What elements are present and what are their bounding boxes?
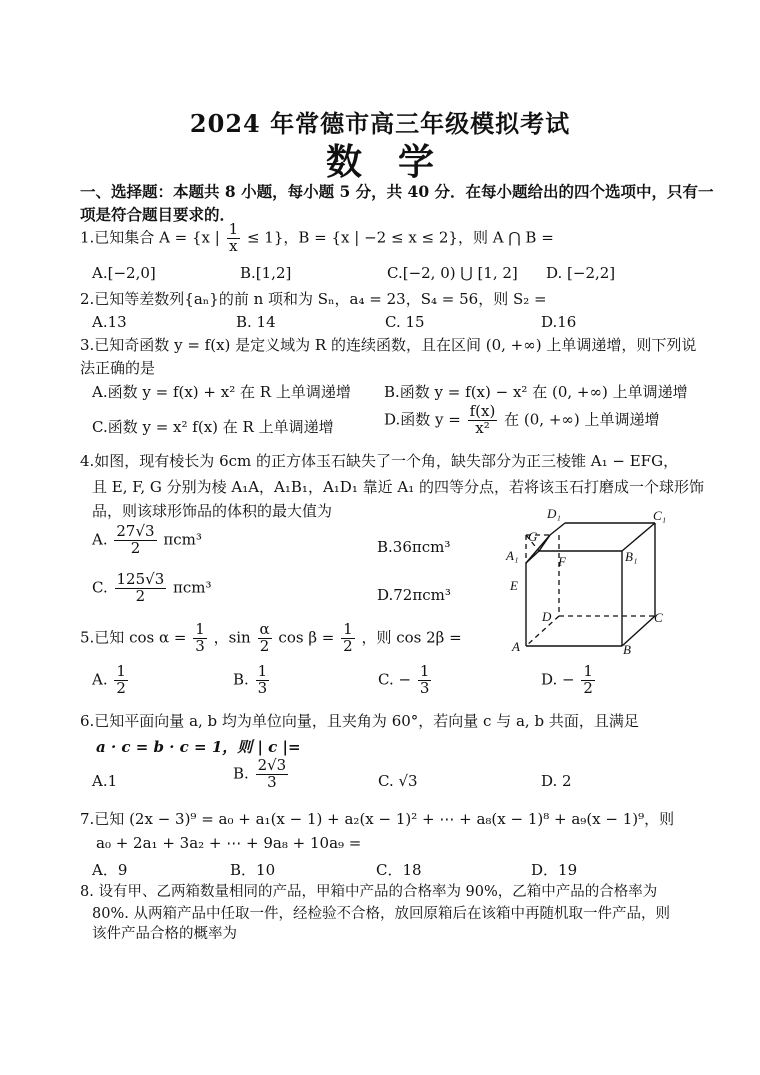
q3-option-d-fraction: [468, 404, 498, 437]
q4-option-a-fraction: [114, 524, 156, 557]
q5-fraction-3: [341, 622, 355, 655]
q5-fraction-2: [258, 622, 272, 655]
q1-fraction-numerator: 1: [228, 220, 239, 238]
q1-stem-part-b: ≤ 1}，B = {x | −2 ≤ x ≤ 2}，则 A ⋂ B =: [246, 228, 554, 247]
q1-option-d: D. [−2,2]: [546, 264, 616, 282]
q5-option-d-fraction: [581, 664, 595, 697]
q5-option-b-numerator: 1: [257, 662, 268, 680]
q4-option-c-fraction: [115, 572, 167, 605]
q5-fraction-2-numerator: α: [259, 620, 270, 638]
q4-option-c: [92, 572, 212, 605]
question-6-line-2: a · c = b · c = 1，则 | c |=: [96, 738, 301, 756]
question-7-line-2: a₀ + 2a₁ + 3a₂ + ⋯ + 9a₈ + 10a₉ =: [96, 834, 362, 852]
q6-option-b-denominator: 3: [267, 772, 277, 791]
label-b1: B₁: [625, 549, 638, 564]
q3-option-c: C.函数 y = x² f(x) 在 R 上单调递增: [92, 418, 334, 436]
q6-option-b-label: B.: [233, 764, 249, 783]
q5-stem-part-b: ，sin: [213, 628, 251, 647]
q5-option-b-fraction: [256, 664, 270, 697]
edge-b1-c1: [622, 523, 655, 551]
question-2-stem: 2.已知等差数列{aₙ}的前 n 项和为 Sₙ，a₄ = 23，S₄ = 56，则 S₂ =: [80, 290, 547, 308]
q5-fraction-1-numerator: 1: [195, 620, 205, 638]
label-f: F: [558, 554, 566, 569]
q5-option-a-label: A.: [92, 670, 108, 689]
section-heading-line-2: 项是符合题目要求的．: [80, 205, 236, 224]
q5-option-c-label: C. −: [378, 670, 412, 689]
edge-d1-g: [550, 523, 565, 535]
q5-option-c-numerator: 1: [419, 662, 430, 680]
q3-option-b: B.函数 y = f(x) − x² 在 (0, +∞) 上单调递增: [384, 383, 688, 401]
q4-option-a-unit: πcm³: [163, 530, 202, 549]
q2-option-b: B. 14: [236, 313, 276, 331]
label-d: D: [542, 609, 552, 624]
q4-option-c-unit: πcm³: [173, 578, 212, 597]
question-3-line-1: 3.已知奇函数 y = f(x) 是定义域为 R 的连续函数，且在区间 (0, +∞) 上单调递增，则下列说: [80, 336, 697, 354]
label-e: E: [510, 578, 518, 593]
q5-fraction-2-denominator: 2: [259, 636, 270, 655]
q5-option-c: [378, 664, 433, 697]
q7-option-d: D．19: [531, 861, 578, 879]
q1-option-c: C.[−2, 0) ⋃ [1, 2]: [387, 264, 518, 282]
q3-option-a: A.函数 y = f(x) + x² 在 R 上单调递增: [92, 383, 351, 401]
q3-option-d-part-b: 在 (0, +∞) 上单调递增: [504, 410, 660, 429]
q5-option-d: [541, 664, 597, 697]
q4-option-d: D.72πcm³: [377, 586, 451, 604]
label-d1: D₁: [547, 506, 561, 521]
q5-option-a: [92, 664, 130, 697]
q2-option-c: C. 15: [385, 313, 425, 331]
q5-option-b-denominator: 3: [257, 678, 268, 697]
question-3-line-2: 法正确的是: [80, 359, 156, 377]
question-4-line-3: 品，则该球形饰品的体积的最大值为: [92, 502, 333, 520]
q3-option-d-numerator: f(x): [469, 402, 496, 420]
question-4-line-2: 且 E, F, G 分别为棱 A₁A，A₁B₁，A₁D₁ 靠近 A₁ 的四等分点，若将该玉石打磨成一个球形饰: [92, 478, 704, 496]
q5-fraction-1-denominator: 3: [195, 636, 205, 655]
q5-fraction-1: [193, 622, 207, 655]
q1-fraction-denominator: x: [229, 236, 238, 255]
q5-option-b: [233, 664, 271, 697]
q5-fraction-3-denominator: 2: [343, 636, 353, 655]
q4-option-a: [92, 524, 202, 557]
q4-option-a-numerator: 27√3: [116, 522, 155, 540]
question-8-line-2: 80%. 从两箱产品中任取一件，经检验不合格，放回原箱后在该箱中再随机取一件产品，则: [92, 906, 670, 922]
q4-option-c-denominator: 2: [135, 586, 146, 605]
q4-option-c-numerator: 125√3: [116, 570, 165, 588]
q5-fraction-3-numerator: 1: [343, 620, 353, 638]
cube-figure: [500, 504, 680, 660]
question-1-stem: [80, 222, 554, 255]
q6-option-d: D. 2: [541, 772, 572, 790]
q4-option-a-label: A.: [92, 530, 108, 549]
exam-title: 2024 年常德市高三年级模拟考试: [189, 109, 571, 138]
label-c1: C₁: [653, 508, 667, 523]
question-4-line-1: 4.如图，现有棱长为 6cm 的正方体玉石缺失了一个角，缺失部分为正三棱锥 A₁ − EFG，: [80, 452, 679, 470]
q5-option-c-fraction: [418, 664, 432, 697]
subject-title: 数学: [325, 141, 470, 183]
q3-option-d-denominator: x²: [475, 418, 490, 437]
question-5-stem: [80, 622, 462, 655]
q5-option-b-label: B.: [233, 670, 249, 689]
q1-option-b: B.[1,2]: [240, 264, 292, 282]
question-8-line-3: 该件产品合格的概率为: [92, 926, 237, 942]
q3-option-d-part-a: D.函数 y =: [384, 410, 461, 429]
q6-option-c: C. √3: [378, 772, 418, 790]
q5-option-d-denominator: 2: [583, 678, 593, 697]
q6-option-b-numerator: 2√3: [257, 756, 287, 774]
q5-option-d-numerator: 1: [583, 662, 593, 680]
label-c: C: [654, 610, 663, 625]
q4-option-c-label: C.: [92, 578, 108, 597]
q2-option-d: D.16: [541, 313, 577, 331]
q6-option-b: [233, 758, 290, 791]
question-7-line-1: 7.已知 (2x − 3)⁹ = a₀ + a₁(x − 1) + a₂(x − 1)² + ⋯ + a₈(x − 1)⁸ + a₉(x − 1)⁹，则: [80, 810, 675, 828]
q6-option-a: A.1: [92, 772, 118, 790]
q1-option-a: A.[−2,0]: [92, 264, 156, 282]
section-heading-line-1: 一、选择题：本题共 8 小题，每小题 5 分，共 40 分．在每小题给出的四个选项中，只有一: [80, 182, 714, 201]
q6-option-b-fraction: [256, 758, 289, 791]
question-6-line-1: 6.已知平面向量 a, b 均为单位向量，且夹角为 60°，若向量 c 与 a, b 共面，且满足: [80, 712, 639, 730]
q5-option-a-denominator: 2: [116, 678, 126, 697]
q5-option-d-label: D. −: [541, 670, 575, 689]
q4-option-a-denominator: 2: [130, 538, 141, 557]
q2-option-a: A.13: [92, 313, 127, 331]
q7-option-c: C．18: [376, 861, 422, 879]
q7-option-a: A．9: [92, 861, 128, 879]
q5-stem-part-a: 5.已知 cos α =: [80, 628, 187, 647]
label-a: A: [512, 639, 520, 654]
label-g: G: [528, 529, 538, 544]
q3-option-d: [384, 404, 660, 437]
label-b: B: [623, 642, 631, 657]
q5-stem-part-c: cos β =: [278, 628, 335, 647]
q5-stem-part-d: ，则 cos 2β =: [361, 628, 462, 647]
label-a1: A₁: [506, 548, 519, 563]
q5-option-c-denominator: 3: [419, 678, 430, 697]
question-8-line-1: 8. 设有甲、乙两箱数量相同的产品，甲箱中产品的合格率为 90%，乙箱中产品的合格率为: [80, 884, 658, 900]
q1-fraction: [227, 222, 241, 255]
q5-option-a-numerator: 1: [116, 662, 126, 680]
q1-stem-part-a: 1.已知集合 A = {x |: [80, 228, 220, 247]
q5-option-a-fraction: [114, 664, 128, 697]
q7-option-b: B．10: [230, 861, 276, 879]
q4-option-b: B.36πcm³: [377, 538, 451, 556]
